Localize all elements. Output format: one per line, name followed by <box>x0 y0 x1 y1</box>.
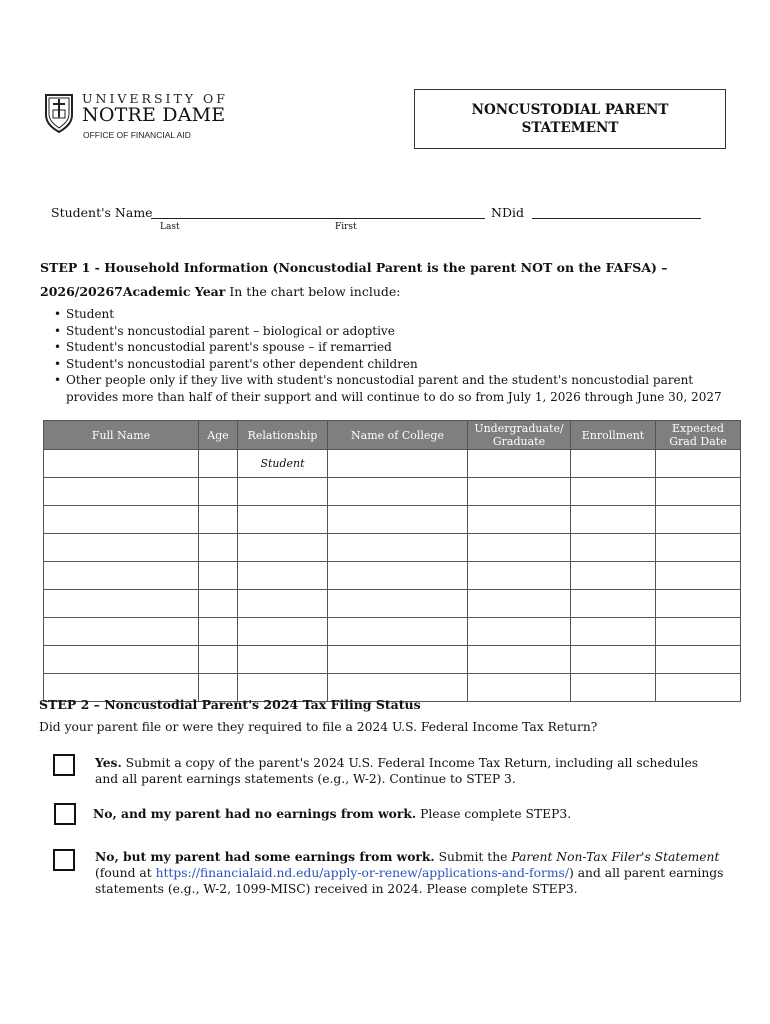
option-no-earnings <box>93 806 713 822</box>
cell-input[interactable] <box>238 618 328 646</box>
student-name-field[interactable] <box>151 218 485 219</box>
cell-input[interactable] <box>468 646 571 674</box>
form-title-line1: NONCUSTODIAL PARENT <box>471 102 669 118</box>
cell-input[interactable] <box>571 478 656 506</box>
cell-input[interactable] <box>328 646 468 674</box>
col-enrollment: Enrollment <box>571 421 656 450</box>
cell-input[interactable] <box>571 674 656 702</box>
yes-checkbox[interactable] <box>53 754 75 776</box>
cell-input[interactable] <box>44 646 199 674</box>
cell-input[interactable] <box>468 506 571 534</box>
col-relationship: Relationship <box>238 421 328 450</box>
academic-year-bold: 2026/20267Academic Year <box>40 284 226 299</box>
option-some-earnings <box>95 849 725 897</box>
col-undergrad-grad: Undergraduate/ Graduate <box>468 421 571 450</box>
col-full-name: Full Name <box>44 421 199 450</box>
table-row <box>44 478 741 506</box>
cell-input[interactable] <box>468 534 571 562</box>
option-no-earnings-bold: No, and my parent had no earnings from work. <box>93 806 417 821</box>
cell-input[interactable] <box>656 590 741 618</box>
option-yes-text: Submit a copy of the parent's 2024 U.S. Federal Income Tax Return, including all schedules and all parent earnings statements (e.g., W-2). Continue to STEP 3. <box>95 756 699 786</box>
academic-year-instruction: In the chart below include: <box>225 284 401 299</box>
bullet-item: • Other people only if they live with student's noncustodial parent and the student's noncustodial parent provides more than half of their support and will continue to do so from July 1, 2026 through June 30, 2027 <box>54 372 734 405</box>
forms-link[interactable]: https://financialaid.nd.edu/apply-or-renew/applications-and-forms/ <box>155 866 570 880</box>
cell-input[interactable] <box>238 534 328 562</box>
cell-input[interactable] <box>571 618 656 646</box>
col-grad-date: Expected Grad Date <box>656 421 741 450</box>
non-tax-filer-statement-title: Parent Non-Tax Filer's Statement <box>511 850 720 864</box>
some-earnings-checkbox[interactable] <box>53 849 75 871</box>
last-name-caption: Last <box>160 222 180 232</box>
table-row <box>44 506 741 534</box>
option-some-earnings-end: ) and all parent earnings statements (e.g., W-2, 1099-MISC) received in 2024. Please complete STEP3. <box>95 866 724 896</box>
cell-input[interactable] <box>468 618 571 646</box>
cell-input[interactable] <box>656 562 741 590</box>
col-age: Age <box>199 421 238 450</box>
cell-input[interactable] <box>468 562 571 590</box>
option-yes <box>95 755 715 787</box>
cell-input[interactable] <box>199 590 238 618</box>
step2-question: Did your parent file or were they required to file a 2024 U.S. Federal Income Tax Return? <box>39 720 598 734</box>
option-yes-bold: Yes. <box>95 755 122 770</box>
cell-input[interactable] <box>328 618 468 646</box>
cell-input[interactable] <box>571 450 656 478</box>
table-row <box>44 534 741 562</box>
no-earnings-checkbox[interactable] <box>54 803 76 825</box>
step2-heading: STEP 2 – Noncustodial Parent's 2024 Tax Filing Status <box>39 697 421 712</box>
cell-input[interactable] <box>328 534 468 562</box>
cell-input[interactable] <box>238 478 328 506</box>
ndid-label: NDid <box>491 205 524 220</box>
bullet-item: • Student's noncustodial parent's other dependent children <box>54 356 734 373</box>
cell-input[interactable] <box>328 562 468 590</box>
cell-input[interactable] <box>656 450 741 478</box>
table-row <box>44 450 741 478</box>
ndid-field[interactable] <box>532 218 701 219</box>
cell-input[interactable] <box>44 562 199 590</box>
table-row <box>44 590 741 618</box>
cell-input[interactable] <box>199 534 238 562</box>
cell-input[interactable] <box>328 450 468 478</box>
notre-dame-shield-icon <box>44 93 74 133</box>
cell-input[interactable] <box>656 674 741 702</box>
cell-input[interactable] <box>199 478 238 506</box>
cell-input[interactable] <box>571 534 656 562</box>
option-some-earnings-found-at: (found at <box>95 866 156 880</box>
form-title-box <box>414 89 726 149</box>
cell-input[interactable] <box>44 478 199 506</box>
cell-input[interactable] <box>44 534 199 562</box>
option-some-earnings-bold: No, but my parent had some earnings from work. <box>95 849 435 864</box>
cell-input[interactable] <box>656 646 741 674</box>
cell-input[interactable] <box>199 450 238 478</box>
table-header-row <box>44 421 741 450</box>
cell-input[interactable] <box>571 590 656 618</box>
cell-input[interactable] <box>238 562 328 590</box>
option-no-earnings-text: Please complete STEP3. <box>416 807 572 821</box>
cell-input[interactable] <box>468 674 571 702</box>
cell-input[interactable] <box>44 590 199 618</box>
cell-input[interactable] <box>656 534 741 562</box>
cell-input[interactable] <box>199 506 238 534</box>
option-some-earnings-text: Submit the <box>434 850 512 864</box>
logo-university-of: UNIVERSITY OF <box>82 91 228 106</box>
table-row <box>44 618 741 646</box>
first-name-caption: First <box>335 222 357 232</box>
cell-input[interactable] <box>328 506 468 534</box>
bullet-item: • Student's noncustodial parent – biological or adoptive <box>54 323 734 340</box>
cell-input[interactable] <box>468 478 571 506</box>
cell-input[interactable] <box>44 450 199 478</box>
office-of-financial-aid: OFFICE OF FINANCIAL AID <box>83 130 191 140</box>
table-row <box>44 646 741 674</box>
cell-input[interactable] <box>199 562 238 590</box>
student-name-label: Student's Name <box>51 205 153 220</box>
cell-input[interactable] <box>571 506 656 534</box>
household-bullet-list <box>54 306 734 405</box>
cell-input[interactable] <box>199 646 238 674</box>
form-title-line2: STATEMENT <box>521 120 619 136</box>
cell-input[interactable] <box>656 506 741 534</box>
bullet-item: • Student's noncustodial parent's spouse – if remarried <box>54 339 734 356</box>
cell-input[interactable] <box>328 478 468 506</box>
household-table <box>43 420 741 702</box>
cell-input[interactable] <box>656 618 741 646</box>
step1-academic-year <box>40 284 401 299</box>
table-row <box>44 562 741 590</box>
bullet-item: • Student <box>54 306 734 323</box>
cell-input[interactable] <box>238 646 328 674</box>
cell-input[interactable] <box>238 506 328 534</box>
cell-input[interactable] <box>571 646 656 674</box>
cell-input[interactable] <box>44 618 199 646</box>
cell-relationship-student: Student <box>238 450 328 478</box>
col-college: Name of College <box>328 421 468 450</box>
cell-input[interactable] <box>656 478 741 506</box>
cell-input[interactable] <box>468 450 571 478</box>
step1-heading: STEP 1 - Household Information (Noncustodial Parent is the parent NOT on the FAFSA) – <box>40 260 668 275</box>
cell-input[interactable] <box>44 506 199 534</box>
cell-input[interactable] <box>571 562 656 590</box>
cell-input[interactable] <box>199 618 238 646</box>
cell-input[interactable] <box>468 590 571 618</box>
cell-input[interactable] <box>328 590 468 618</box>
logo-notre-dame: NOTRE DAME <box>82 104 226 126</box>
cell-input[interactable] <box>238 590 328 618</box>
